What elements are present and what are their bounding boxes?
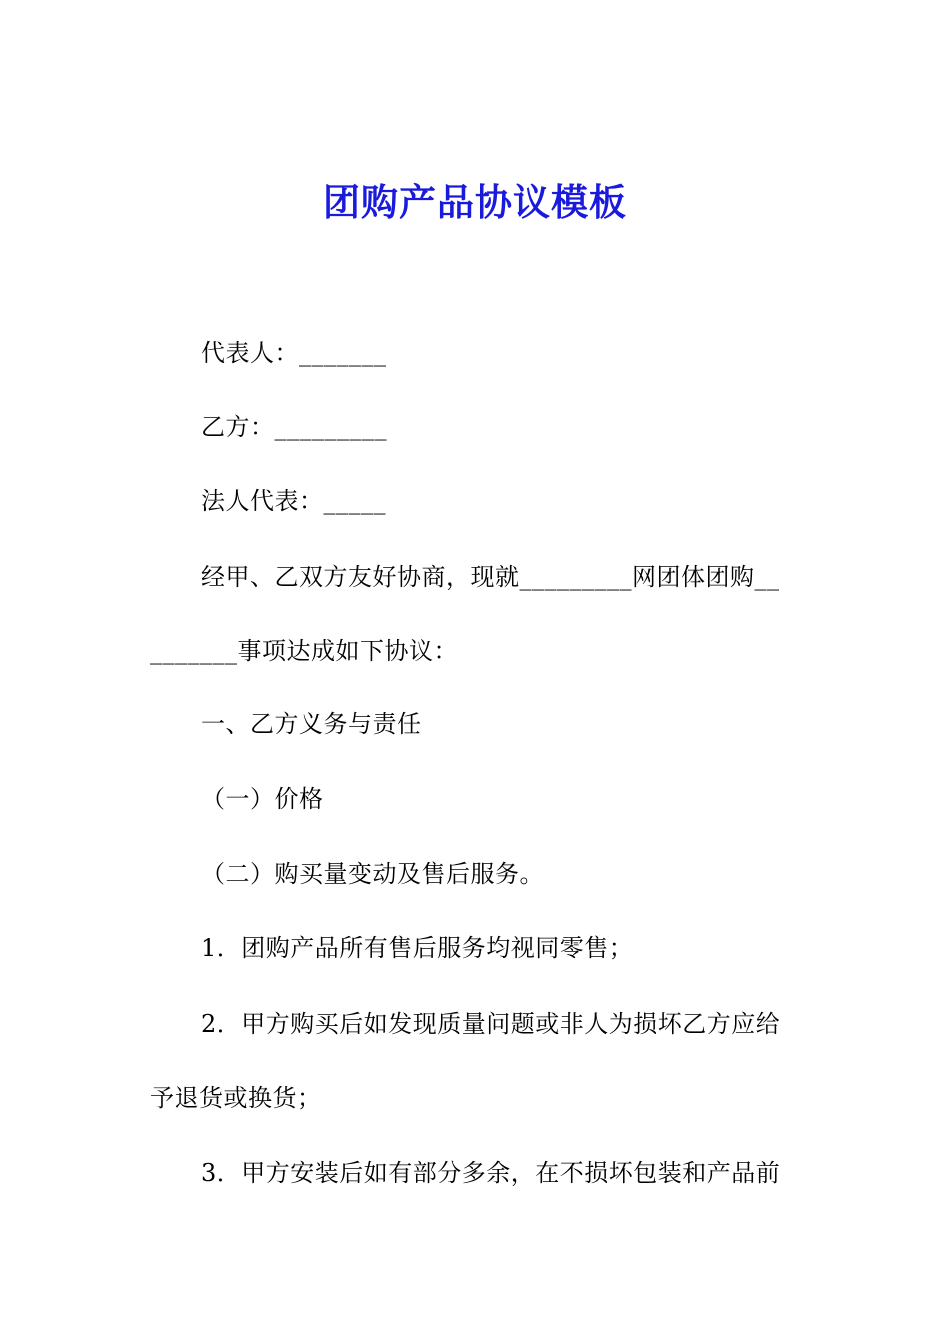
clause-1: 1．团购产品所有售后服务均视同零售；: [201, 934, 634, 962]
agreement-intro-continuation: _______事项达成如下协议：: [150, 637, 458, 665]
party-b-line: 乙方：_________: [201, 413, 387, 441]
subsection-quantity-service: （二）购买量变动及售后服务。: [201, 860, 544, 888]
document-title: 团购产品协议模板: [323, 181, 627, 224]
section-heading-1: 一、乙方义务与责任: [201, 710, 422, 738]
representative-line: 代表人：_______: [201, 339, 387, 367]
clause-2-continuation: 予退货或换货；: [150, 1084, 322, 1112]
legal-representative-line: 法人代表：_____: [201, 487, 386, 515]
clause-2: 2．甲方购买后如发现质量问题或非人为损坏乙方应给: [201, 1010, 781, 1038]
agreement-intro-line: 经甲、乙双方友好协商，现就_________网团体团购__: [201, 563, 780, 591]
clause-3: 3．甲方安装后如有部分多余，在不损坏包装和产品前: [201, 1159, 781, 1187]
subsection-price: （一）价格: [201, 785, 324, 813]
